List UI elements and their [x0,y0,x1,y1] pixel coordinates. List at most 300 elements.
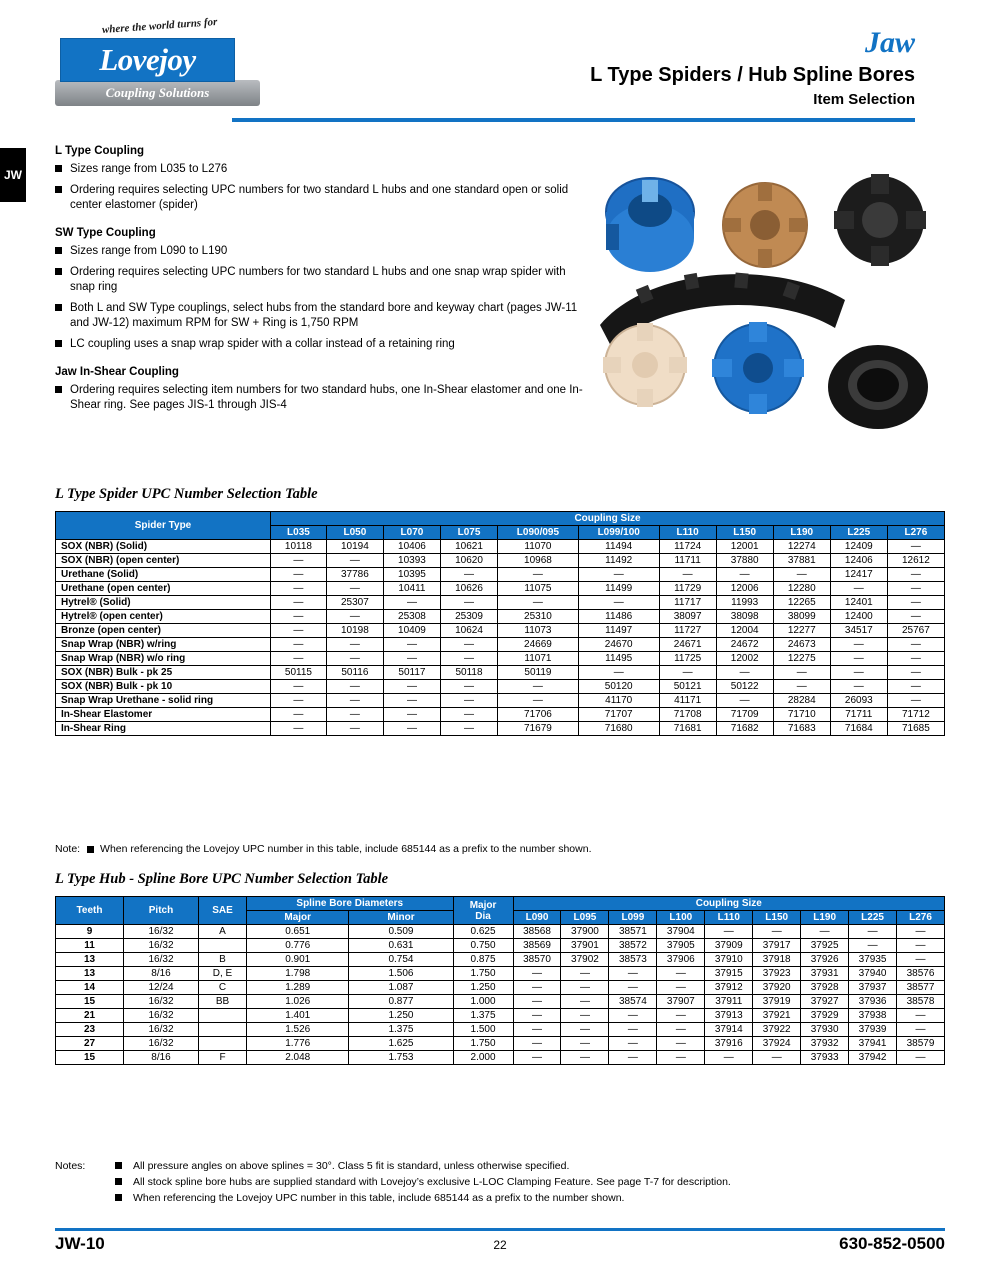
table-cell: 12400 [830,610,887,624]
table-cell: 38097 [659,610,716,624]
table-cell: — [498,680,579,694]
table-cell: — [773,568,830,582]
table-cell: — [513,1051,561,1065]
table-cell: — [271,708,327,722]
table-cell: 37928 [801,981,849,995]
table-cell: 37920 [753,981,801,995]
table-cell: — [383,638,440,652]
table-cell: — [440,638,497,652]
table-cell: — [271,610,327,624]
table-cell: — [561,1037,609,1051]
col-header-sae: SAE [199,897,247,925]
table-cell: 10411 [383,582,440,596]
row-label: Hytrel® (open center) [56,610,271,624]
table-cell: 37942 [849,1051,897,1065]
row-label: Snap Wrap (NBR) w/ring [56,638,271,652]
table-cell: 38578 [897,995,945,1009]
bullet: LC coupling uses a snap wrap spider with a collar instead of a retaining ring [55,337,585,352]
table-cell: 37936 [849,995,897,1009]
section-title-l-type: L Type Coupling [55,145,145,157]
table-cell: — [887,596,944,610]
table-row [56,1009,945,1023]
table-cell: 28284 [773,694,830,708]
row-pitch: 16/32 [124,1037,199,1051]
table-row [56,680,945,694]
row-major: 1.798 [247,967,349,981]
row-major: 2.048 [247,1051,349,1065]
table-cell: 50121 [659,680,716,694]
table-cell: 38576 [897,967,945,981]
table-row [56,610,945,624]
spider-table-body [56,540,945,736]
row-teeth: 11 [56,939,124,953]
table-cell: — [513,981,561,995]
note-text: All stock spline bore hubs are supplied standard with Lovejoy’s exclusive L-LOC Clamping Feature. See page T-7 for description. [133,1176,731,1189]
row-label: Snap Wrap (NBR) w/o ring [56,652,271,666]
table-cell: — [609,967,657,981]
col-header-pitch: Pitch [124,897,199,925]
table-cell: 12004 [716,624,773,638]
table-cell: — [326,708,383,722]
table-cell: — [716,568,773,582]
table-cell: — [271,722,327,736]
table-cell: 10624 [440,624,497,638]
row-label: SOX (NBR) (Solid) [56,540,271,554]
table-row [56,925,945,939]
table-row [56,953,945,967]
hub-table-title: L Type Hub - Spline Bore UPC Number Selection Table [55,871,389,887]
table-cell: 37914 [705,1023,753,1037]
table-cell: — [513,1023,561,1037]
table-cell: — [326,638,383,652]
table-cell: 37923 [753,967,801,981]
table-cell: — [326,610,383,624]
row-major-dia: 1.250 [453,981,513,995]
side-tab-jw [0,148,26,202]
table-cell: — [609,1051,657,1065]
table-cell: — [830,652,887,666]
bullet: Sizes range from L035 to L276 [55,162,585,177]
bullet: Ordering requires selecting UPC numbers for two standard L hubs and one snap wrap spider with snap ring [55,265,585,295]
table-cell: 12612 [887,554,944,568]
table-cell: 37901 [561,939,609,953]
footer-phone: 630-852-0500 [839,1234,945,1253]
row-pitch: 16/32 [124,953,199,967]
section-title-in-shear: Jaw In-Shear Coupling [55,365,179,378]
spider-table-note [55,843,591,855]
table-cell: 11497 [578,624,659,638]
table-cell: — [887,694,944,708]
table-cell: — [657,981,705,995]
row-minor: 1.753 [349,1051,453,1065]
table-cell: 10621 [440,540,497,554]
table-cell: 25767 [887,624,944,638]
row-teeth: 13 [56,967,124,981]
table-cell: 71708 [659,708,716,722]
col-header-l090: L090 [513,911,561,925]
table-row [56,1037,945,1051]
row-major: 1.776 [247,1037,349,1051]
header-titles [590,28,915,108]
row-pitch: 12/24 [124,981,199,995]
row-major: 1.401 [247,1009,349,1023]
table-cell: — [887,652,944,666]
table-cell: 37909 [705,939,753,953]
row-major: 1.026 [247,995,349,1009]
table-header-group-row [56,512,945,526]
table-cell: — [578,596,659,610]
table-cell: 10620 [440,554,497,568]
table-cell: 12409 [830,540,887,554]
table-cell: 37935 [849,953,897,967]
table-cell: — [849,925,897,939]
table-cell: 11073 [498,624,579,638]
col-header-l099-100: L099/100 [578,526,659,540]
row-minor: 0.631 [349,939,453,953]
table-cell: — [830,638,887,652]
table-cell: — [383,694,440,708]
bullet: Ordering requires selecting item numbers for two standard hubs, one In-Shear elastomer and one In-Shear ring. See pages JIS-1 through JIS-4 [55,383,585,413]
coupling-parts-illustration [590,150,960,450]
table-cell: — [830,666,887,680]
table-cell: 11075 [498,582,579,596]
table-cell: — [887,638,944,652]
col-header-l276: L276 [897,911,945,925]
row-major-dia: 1.750 [453,967,513,981]
notes-row [55,1175,945,1190]
table-cell: 37930 [801,1023,849,1037]
lovejoy-logo [55,15,245,115]
table-cell: — [609,1023,657,1037]
col-header-l276: L276 [887,526,944,540]
table-cell: — [271,638,327,652]
table-cell: — [561,1051,609,1065]
table-cell: — [753,1051,801,1065]
row-sae [199,939,247,953]
hub-table [55,896,945,1065]
table-cell: — [561,995,609,1009]
table-cell: 38570 [513,953,561,967]
bullet: Sizes range from L090 to L190 [55,244,585,259]
row-minor: 0.509 [349,925,453,939]
table-row [56,638,945,652]
table-cell: 26093 [830,694,887,708]
table-cell: — [271,652,327,666]
table-cell: — [887,610,944,624]
table-cell: 10626 [440,582,497,596]
row-major: 0.776 [247,939,349,953]
row-label: In-Shear Ring [56,722,271,736]
table-cell: 37786 [326,568,383,582]
table-cell: 38568 [513,925,561,939]
table-cell: — [383,680,440,694]
table-cell: 37931 [801,967,849,981]
table-cell: 37917 [753,939,801,953]
table-cell: 50119 [498,666,579,680]
spider-table [55,511,945,736]
table-cell: 24671 [659,638,716,652]
col-header-l099: L099 [609,911,657,925]
bullet: Ordering requires selecting UPC numbers for two standard L hubs and one standard open or solid center elastomer (spider) [55,183,585,213]
table-cell: — [753,925,801,939]
note-label: Note: [55,843,81,855]
table-cell: — [897,1009,945,1023]
table-cell: — [561,1009,609,1023]
table-cell: 11071 [498,652,579,666]
note-text: All pressure angles on above splines = 30°. Class 5 fit is standard, unless otherwise specified. [133,1160,570,1172]
col-header-l075: L075 [440,526,497,540]
table-cell: 37925 [801,939,849,953]
table-cell: 38574 [609,995,657,1009]
col-group-spline-bore-diameters: Spline Bore Diameters [247,897,454,911]
table-cell: 25309 [440,610,497,624]
table-cell: 11494 [578,540,659,554]
intro-content [55,145,585,419]
logo-name: Lovejoy [99,42,196,77]
row-major-dia: 1.500 [453,1023,513,1037]
row-pitch: 16/32 [124,925,199,939]
table-cell: — [897,1023,945,1037]
col-header-l090-095: L090/095 [498,526,579,540]
table-cell: 37880 [716,554,773,568]
col-header-l100: L100 [657,911,705,925]
col-header-l150: L150 [716,526,773,540]
col-header-l035: L035 [271,526,327,540]
col-header-major: Major [247,911,349,925]
table-row [56,708,945,722]
table-cell: 11495 [578,652,659,666]
table-cell: 71679 [498,722,579,736]
table-cell: 12265 [773,596,830,610]
row-label: In-Shear Elastomer [56,708,271,722]
table-cell: 11724 [659,540,716,554]
table-cell: 25308 [383,610,440,624]
row-pitch: 16/32 [124,1009,199,1023]
table-cell: — [271,596,327,610]
table-cell: 12277 [773,624,830,638]
table-row [56,582,945,596]
header-title-line2: Item Selection [813,91,915,108]
table-cell: 37921 [753,1009,801,1023]
row-major-dia: 0.875 [453,953,513,967]
table-cell: — [609,1037,657,1051]
table-cell: 25307 [326,596,383,610]
table-cell: — [326,554,383,568]
table-cell: 71711 [830,708,887,722]
row-sae [199,1023,247,1037]
major-dia-line2: Dia [475,910,491,922]
row-teeth: 13 [56,953,124,967]
hub-spline-bore-table [55,896,945,1065]
table-cell: — [830,582,887,596]
row-teeth: 15 [56,1051,124,1065]
table-cell: 38579 [897,1037,945,1051]
row-label: Hytrel® (Solid) [56,596,271,610]
col-header-l095: L095 [561,911,609,925]
table-cell: 71706 [498,708,579,722]
bullet: Both L and SW Type couplings, select hubs from the standard bore and keyway chart (pages JW-11 and JW-12) maximum RPM for SW + Ring is 1,750 RPM [55,301,585,331]
table-row [56,1051,945,1065]
table-cell: — [513,967,561,981]
table-cell: 12401 [830,596,887,610]
table-cell: 11993 [716,596,773,610]
spider-upc-table [55,511,945,736]
table-cell: 37926 [801,953,849,967]
row-major: 1.526 [247,1023,349,1037]
col-header-spider-type: Spider Type [56,512,271,540]
table-cell: — [383,596,440,610]
table-cell: 71710 [773,708,830,722]
table-row [56,554,945,568]
table-cell: 38573 [609,953,657,967]
col-header-l190: L190 [773,526,830,540]
table-row [56,995,945,1009]
table-cell: — [383,652,440,666]
row-teeth: 9 [56,925,124,939]
col-header-l070: L070 [383,526,440,540]
table-cell: 38099 [773,610,830,624]
table-cell: — [440,722,497,736]
row-label: Bronze (open center) [56,624,271,638]
table-cell: 25310 [498,610,579,624]
row-sae [199,1009,247,1023]
table-cell: 71682 [716,722,773,736]
table-cell: 37913 [705,1009,753,1023]
table-cell: 38577 [897,981,945,995]
side-tab-label: JW [4,168,22,182]
table-cell: 37900 [561,925,609,939]
col-group-coupling-size: Coupling Size [271,512,945,526]
table-cell: 10968 [498,554,579,568]
table-cell: — [383,722,440,736]
table-cell: — [513,1037,561,1051]
table-cell: 11492 [578,554,659,568]
table-cell: — [513,995,561,1009]
table-cell: 37904 [657,925,705,939]
row-label: SOX (NBR) Bulk - pk 10 [56,680,271,694]
table-cell: 71685 [887,722,944,736]
table-cell: — [513,1009,561,1023]
table-cell: — [773,680,830,694]
table-cell: 11729 [659,582,716,596]
table-cell: — [657,967,705,981]
section-title-sw-type: SW Type Coupling [55,226,156,239]
table-cell: 12275 [773,652,830,666]
table-cell: — [897,1051,945,1065]
table-cell: — [326,694,383,708]
table-cell: 37932 [801,1037,849,1051]
table-cell: 37906 [657,953,705,967]
row-major: 1.289 [247,981,349,995]
table-cell: — [657,1009,705,1023]
row-sae: BB [199,995,247,1009]
row-major-dia: 0.750 [453,939,513,953]
table-cell: 37905 [657,939,705,953]
table-cell: — [849,939,897,953]
table-cell: 71712 [887,708,944,722]
table-cell: 10393 [383,554,440,568]
footer-page-number: 22 [493,1238,507,1252]
table-cell: 37933 [801,1051,849,1065]
table-cell: 50117 [383,666,440,680]
table-cell: 37910 [705,953,753,967]
table-cell: 10409 [383,624,440,638]
black-spider-icon [834,174,926,266]
row-sae: D, E [199,967,247,981]
table-cell: — [440,568,497,582]
table-cell: 37927 [801,995,849,1009]
page-header [0,0,1000,122]
table-cell: 11499 [578,582,659,596]
row-pitch: 8/16 [124,1051,199,1065]
table-cell: 37929 [801,1009,849,1023]
notes-row [55,1191,945,1206]
table-cell: — [498,694,579,708]
row-pitch: 16/32 [124,995,199,1009]
table-row [56,652,945,666]
table-cell: — [578,666,659,680]
table-cell: 11486 [578,610,659,624]
table-cell: 10198 [326,624,383,638]
table-cell: — [326,722,383,736]
table-cell: 12280 [773,582,830,596]
table-cell: 12417 [830,568,887,582]
row-pitch: 16/32 [124,1023,199,1037]
table-cell: — [326,680,383,694]
header-title-line1: L Type Spiders / Hub Spline Bores [590,64,915,86]
header-divider [232,118,915,122]
table-cell: — [440,596,497,610]
row-label: SOX (NBR) (open center) [56,554,271,568]
table-cell: — [271,694,327,708]
table-cell: 71683 [773,722,830,736]
table-cell: 37938 [849,1009,897,1023]
table-cell: 38571 [609,925,657,939]
row-teeth: 15 [56,995,124,1009]
table-cell: 38098 [716,610,773,624]
col-header-major-dia [453,897,513,925]
table-cell: 11717 [659,596,716,610]
row-minor: 1.625 [349,1037,453,1051]
table-cell: — [887,568,944,582]
row-pitch: 16/32 [124,939,199,953]
table-row [56,624,945,638]
table-cell: 37881 [773,554,830,568]
row-sae [199,1037,247,1051]
table-cell: — [897,953,945,967]
row-major-dia: 1.375 [453,1009,513,1023]
table-cell: 37918 [753,953,801,967]
row-major-dia: 0.625 [453,925,513,939]
table-cell: — [887,582,944,596]
table-cell: — [383,708,440,722]
table-row [56,722,945,736]
table-cell: — [657,1051,705,1065]
row-minor: 1.506 [349,967,453,981]
table-cell: — [801,925,849,939]
header-title-main: Jaw [864,26,915,59]
table-cell: — [498,596,579,610]
table-cell: — [609,981,657,995]
table-cell: 37902 [561,953,609,967]
col-header-l050: L050 [326,526,383,540]
table-cell: 24673 [773,638,830,652]
blue-hub-icon [606,178,694,272]
row-pitch: 8/16 [124,967,199,981]
col-header-l190: L190 [801,911,849,925]
note-text: When referencing the Lovejoy UPC number in this table, include 685144 as a prefix to the number shown. [133,1192,625,1205]
table-row [56,939,945,953]
